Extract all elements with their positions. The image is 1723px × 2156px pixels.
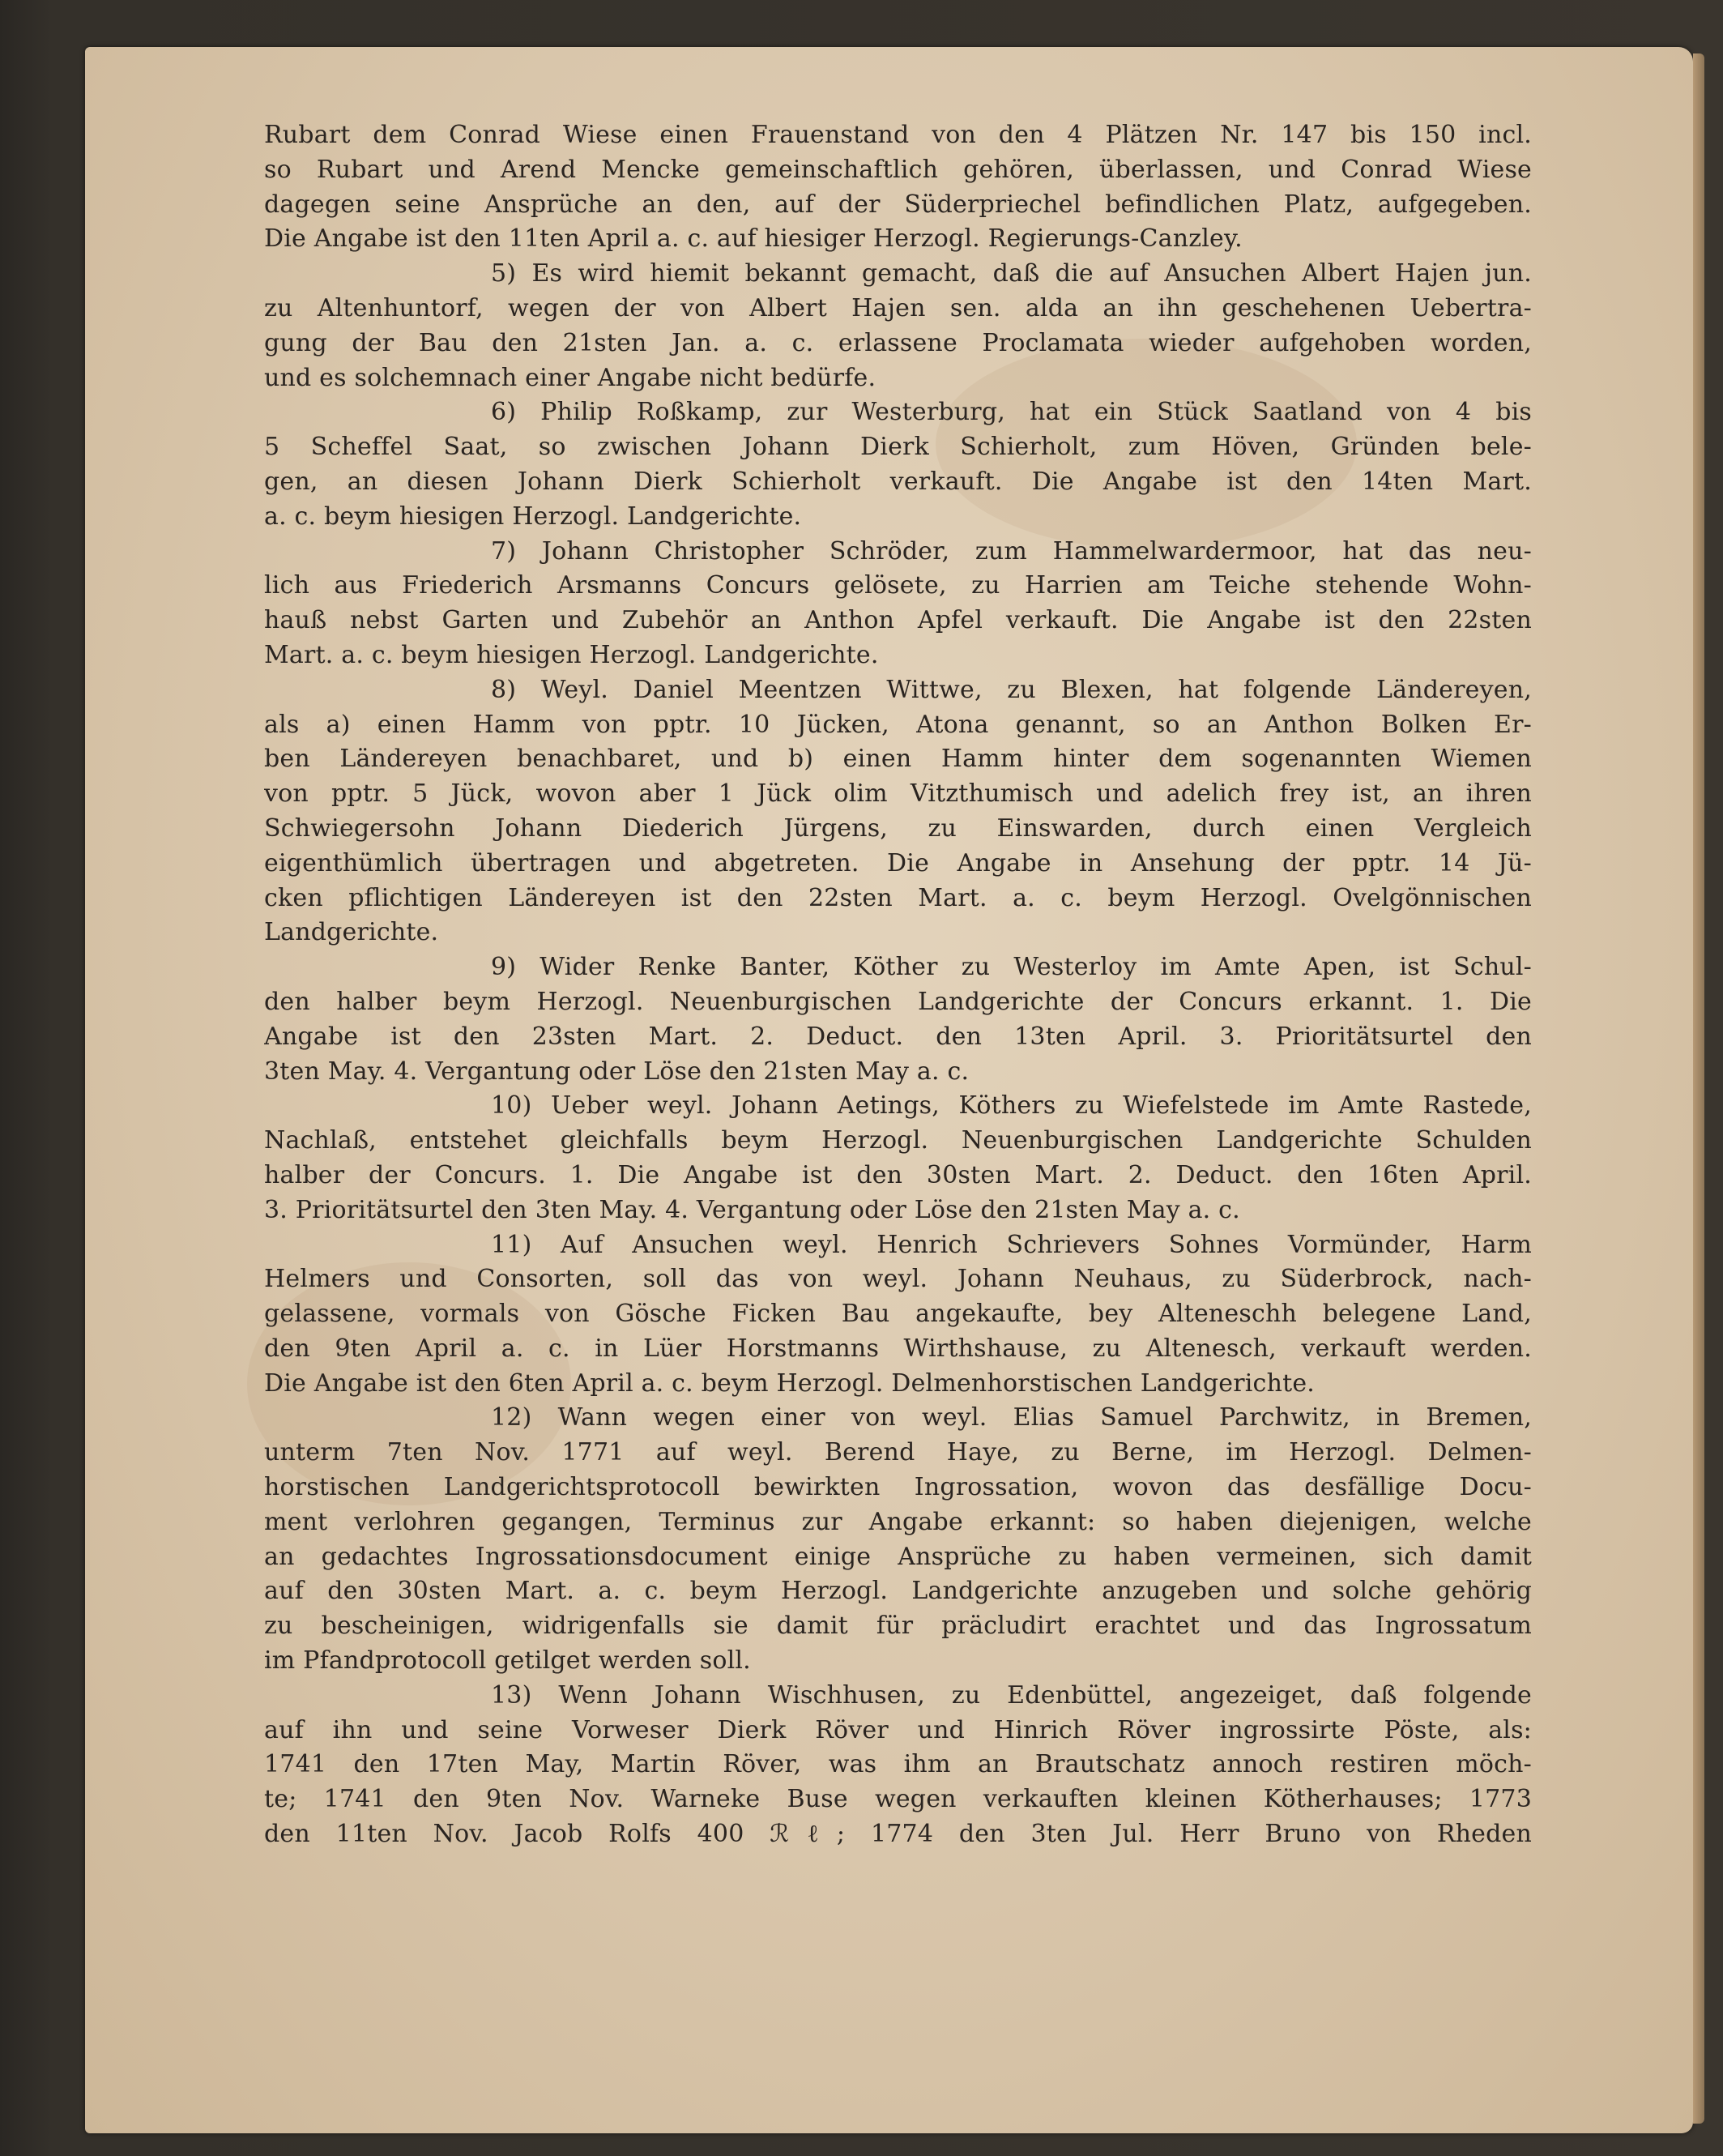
text-line: 6) Philip Roßkamp, zur Westerburg, hat ein Stück Saatland von 4 bis [491, 398, 1532, 427]
text-line: Nachlaß, entstehet gleichfalls beym Herzogl. Neuenburgischen Landgerichte Schulden [264, 1126, 1532, 1155]
text-line: 1741 den 17ten May, Martin Röver, was ihm an Brautschatz annoch restiren möch- [264, 1750, 1532, 1779]
text-line: ment verlohren gegangen, Terminus zur Angabe erkannt: so haben diejenigen, welche [264, 1507, 1532, 1536]
text-line: 3. Prioritätsurtel den 3ten May. 4. Vergantung oder Löse den 21sten May a. c. [264, 1195, 1240, 1224]
text-line: an gedachtes Ingrossationsdocument einige Ansprüche zu haben vermeinen, sich damit [264, 1542, 1532, 1571]
text-line: lich aus Friederich Arsmanns Concurs gelösete, zu Harrien am Teiche stehende Wohn- [264, 571, 1532, 600]
text-line: 13) Wenn Johann Wischhusen, zu Edenbüttel, angezeiget, daß folgende [491, 1680, 1532, 1710]
text-line: als a) einen Hamm von pptr. 10 Jücken, Atona genannt, so an Anthon Bolken Er- [264, 710, 1532, 739]
text-line: gen, an diesen Johann Dierk Schierholt verkauft. Die Angabe ist den 14ten Mart. [264, 467, 1532, 496]
text-line: ben Ländereyen benachbaret, und b) einen Hamm hinter dem sogenannten Wiemen [264, 745, 1532, 774]
text-line: 7) Johann Christopher Schröder, zum Hammelwardermoor, hat das neu- [491, 536, 1532, 566]
text-line: zu bescheinigen, widrigenfalls sie damit für präcludirt erachtet und das Ingrossatum [264, 1612, 1532, 1641]
text-line: 9) Wider Renke Banter, Köther zu Westerloy im Amte Apen, ist Schul- [491, 953, 1532, 982]
text-line: 11) Auf Ansuchen weyl. Henrich Schrievers Sohnes Vormünder, Harm [491, 1230, 1532, 1259]
text-line: auf den 30sten Mart. a. c. beym Herzogl. Landgerichte anzugeben und solche gehörig [264, 1577, 1532, 1606]
text-line: hauß nebst Garten und Zubehör an Anthon Apfel verkauft. Die Angabe ist den 22sten [264, 606, 1532, 635]
text-line: Rubart dem Conrad Wiese einen Frauenstand von den 4 Plätzen Nr. 147 bis 150 incl. [264, 121, 1532, 149]
text-line: 12) Wann wegen einer von weyl. Elias Samuel Parchwitz, in Bremen, [491, 1403, 1532, 1432]
text-line: so Rubart und Arend Mencke gemeinschaftlich gehören, überlassen, und Conrad Wiese [264, 155, 1532, 184]
text-line: Angabe ist den 23sten Mart. 2. Deduct. den 13ten April. 3. Prioritätsurtel den [264, 1022, 1532, 1051]
text-line: 3ten May. 4. Vergantung oder Löse den 21sten May a. c. [264, 1057, 970, 1086]
text-line: Landgerichte. [264, 918, 439, 947]
text-line: von pptr. 5 Jück, wovon aber 1 Jück olim Vitzthumisch und adelich frey ist, an ihren [264, 779, 1532, 809]
text-line: im Pfandprotocoll getilget werden soll. [264, 1646, 751, 1676]
text-line: 5 Scheffel Saat, so zwischen Johann Dierk Schierholt, zum Höven, Gründen bele- [264, 433, 1532, 462]
text-line: und es solchemnach einer Angabe nicht bedürfe. [264, 363, 876, 392]
page-edge [1693, 53, 1704, 2124]
text-line: eigenthümlich übertragen und abgetreten. Die Angabe in Ansehung der pptr. 14 Jü- [264, 848, 1532, 877]
text-line: Helmers und Consorten, soll das von weyl. Johann Neuhaus, zu Süderbrock, nach- [264, 1265, 1532, 1294]
document-text [264, 118, 1532, 1852]
text-line: gung der Bau den 21sten Jan. a. c. erlassene Proclamata wieder aufgehoben worden, [264, 328, 1532, 357]
text-line: den 11ten Nov. Jacob Rolfs 400 ℛℓ; 1774 den 3ten Jul. Herr Bruno von Rheden [264, 1820, 1532, 1849]
text-line: 5) Es wird hiemit bekannt gemacht, daß die auf Ansuchen Albert Hajen jun. [491, 259, 1532, 288]
text-line: unterm 7ten Nov. 1771 auf weyl. Berend Haye, zu Berne, im Herzogl. Delmen- [264, 1438, 1532, 1467]
text-line: Schwiegersohn Johann Diederich Jürgens, zu Einswarden, durch einen Vergleich [264, 813, 1532, 843]
text-line: dagegen seine Ansprüche an den, auf der Süderpriechel befindlichen Platz, aufgegeben. [264, 190, 1532, 219]
text-line: 10) Ueber weyl. Johann Aetings, Köthers zu Wiefelstede im Amte Rastede, [491, 1091, 1532, 1121]
text-line: a. c. beym hiesigen Herzogl. Landgerichte. [264, 502, 802, 531]
text-line: cken pflichtigen Ländereyen ist den 22sten Mart. a. c. beym Herzogl. Ovelgönnischen [264, 883, 1532, 912]
text-line: Mart. a. c. beym hiesigen Herzogl. Landgerichte. [264, 640, 879, 669]
text-line: den 9ten April a. c. in Lüer Horstmanns Wirthshause, zu Altenesch, verkauft werden. [264, 1334, 1532, 1363]
text-line: horstischen Landgerichtsprotocoll bewirkten Ingrossation, wovon das desfällige Docu- [264, 1473, 1532, 1502]
text-line: te; 1741 den 9ten Nov. Warneke Buse wegen verkauften kleinen Kötherhauses; 1773 [264, 1785, 1532, 1814]
text-line: gelassene, vormals von Gösche Ficken Bau angekaufte, bey Alteneschh belegene Land, [264, 1300, 1532, 1329]
text-line: Die Angabe ist den 6ten April a. c. beym Herzogl. Delmenhorstischen Landgerichte. [264, 1368, 1316, 1398]
text-line: Die Angabe ist den 11ten April a. c. auf hiesiger Herzogl. Regierungs-Canzley. [264, 224, 1243, 254]
text-line: halber der Concurs. 1. Die Angabe ist den 30sten Mart. 2. Deduct. den 16ten April. [264, 1160, 1532, 1189]
text-line: zu Altenhuntorf, wegen der von Albert Hajen sen. alda an ihn geschehenen Uebertra- [264, 293, 1532, 322]
text-line: 8) Weyl. Daniel Meentzen Wittwe, zu Blexen, hat folgende Ländereyen, [491, 675, 1532, 704]
text-line: den halber beym Herzogl. Neuenburgischen Landgerichte der Concurs erkannt. 1. Die [264, 987, 1532, 1016]
text-line: auf ihn und seine Vorweser Dierk Röver und Hinrich Röver ingrossirte Pöste, als: [264, 1715, 1532, 1744]
